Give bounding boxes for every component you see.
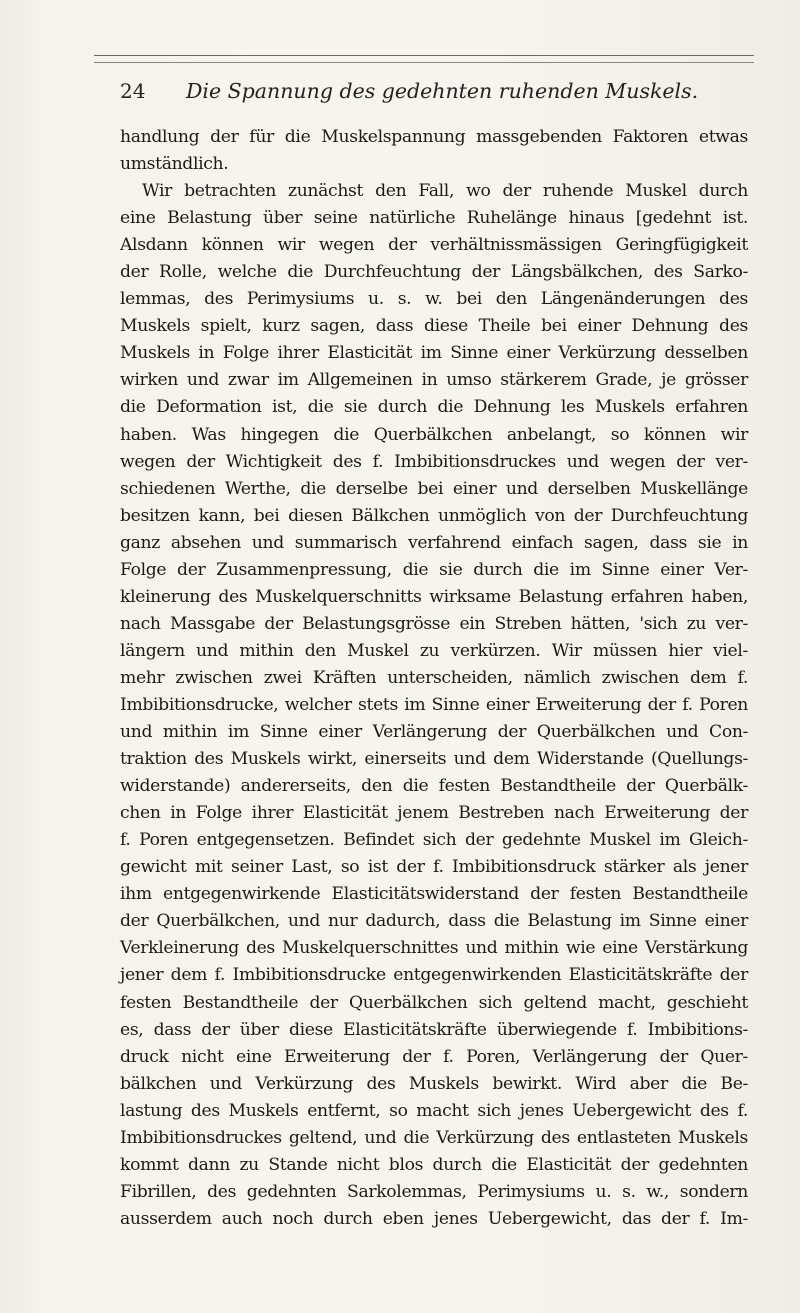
text-line: wegen der Wichtigkeit des f. Imbibitionsdruckes und wegen der ver- bbox=[120, 451, 748, 472]
text-line: haben. Was hingegen die Querbälkchen anbelangt, so können wir bbox=[120, 424, 748, 445]
text-line: Fibrillen, des gedehnten Sarkolemmas, Perimysiums u. s. w., sondern bbox=[120, 1181, 748, 1202]
page-header bbox=[120, 78, 750, 108]
text-line: Verkleinerung des Muskelquerschnittes und mithin wie eine Verstärkung bbox=[120, 938, 748, 959]
text-line: der Rolle, welche die Durchfeuchtung der Längsbälkchen, des Sarko- bbox=[120, 262, 748, 283]
text-line: ihm entgegenwirkende Elasticitätswiderstand der festen Bestandtheile bbox=[120, 884, 748, 905]
header-rule-top bbox=[94, 55, 754, 56]
page-number: 24 bbox=[120, 79, 146, 103]
text-line: Alsdann können wir wegen der verhältnissmässigen Geringfügigkeit bbox=[120, 235, 748, 256]
text-line: eine Belastung über seine natürliche Ruhelänge hinaus [gedehnt ist. bbox=[120, 208, 748, 229]
body-text bbox=[120, 124, 748, 1233]
text-line: ganz absehen und summarisch verfahrend einfach sagen, dass sie in bbox=[120, 532, 748, 553]
text-line: Wir betrachten zunächst den Fall, wo der ruhende Muskel durch bbox=[142, 181, 748, 202]
text-line: gewicht mit seiner Last, so ist der f. Imbibitionsdruck stärker als jener bbox=[120, 857, 748, 878]
text-line: Imbibitionsdruckes geltend, und die Verkürzung des entlasteten Muskels bbox=[120, 1127, 748, 1148]
text-line: und mithin im Sinne einer Verlängerung der Querbälkchen und Con- bbox=[120, 722, 748, 743]
text-line: lastung des Muskels entfernt, so macht sich jenes Uebergewicht des f. bbox=[120, 1100, 748, 1121]
text-line: chen in Folge ihrer Elasticität jenem Bestreben nach Erweiterung der bbox=[120, 803, 748, 824]
text-line: lemmas, des Perimysiums u. s. w. bei den Längenänderungen des bbox=[120, 289, 748, 310]
text-line: wirken und zwar im Allgemeinen in umso stärkerem Grade, je grösser bbox=[120, 370, 748, 391]
text-line: bälkchen und Verkürzung des Muskels bewirkt. Wird aber die Be- bbox=[120, 1073, 748, 1094]
text-line: Imbibitionsdrucke, welcher stets im Sinne einer Erweiterung der f. Poren bbox=[120, 694, 748, 715]
text-line: festen Bestandtheile der Querbälkchen sich geltend macht, geschieht bbox=[120, 992, 748, 1013]
text-line: druck nicht eine Erweiterung der f. Poren, Verlängerung der Quer- bbox=[120, 1046, 748, 1067]
text-line: jener dem f. Imbibitionsdrucke entgegenwirkenden Elasticitätskräfte der bbox=[120, 965, 748, 986]
text-line: umständlich. bbox=[120, 154, 229, 175]
text-line: besitzen kann, bei diesen Bälkchen unmöglich von der Durchfeuchtung bbox=[120, 505, 748, 526]
text-line: Muskels spielt, kurz sagen, dass diese Theile bei einer Dehnung des bbox=[120, 316, 748, 337]
header-rule-bottom bbox=[94, 62, 754, 63]
text-line: kommt dann zu Stande nicht blos durch die Elasticität der gedehnten bbox=[120, 1154, 748, 1175]
text-line: ausserdem auch noch durch eben jenes Uebergewicht, das der f. Im- bbox=[120, 1208, 748, 1229]
text-line: mehr zwischen zwei Kräften unterscheiden, nämlich zwischen dem f. bbox=[120, 667, 748, 688]
text-line: f. Poren entgegensetzen. Befindet sich der gedehnte Muskel im Gleich- bbox=[120, 830, 748, 851]
text-line: schiedenen Werthe, die derselbe bei einer und derselben Muskellänge bbox=[120, 478, 748, 499]
text-line: Folge der Zusammenpressung, die sie durch die im Sinne einer Ver- bbox=[120, 559, 748, 580]
text-line: die Deformation ist, die sie durch die Dehnung les Muskels erfahren bbox=[120, 397, 748, 418]
text-line: traktion des Muskels wirkt, einerseits und dem Widerstande (Quellungs- bbox=[120, 749, 748, 770]
text-line: kleinerung des Muskelquerschnitts wirksame Belastung erfahren haben, bbox=[120, 586, 748, 607]
text-line: es, dass der über diese Elasticitätskräfte überwiegende f. Imbibitions- bbox=[120, 1019, 748, 1040]
text-line: handlung der für die Muskelspannung massgebenden Faktoren etwas bbox=[120, 127, 748, 147]
running-title: Die Spannung des gedehnten ruhenden Muskels. bbox=[186, 79, 699, 103]
text-line: widerstande) andererseits, den die festen Bestandtheile der Querbälk- bbox=[120, 776, 748, 797]
text-line: nach Massgabe der Belastungsgrösse ein Streben hätten, 'sich zu ver- bbox=[120, 613, 748, 634]
text-line: längern und mithin den Muskel zu verkürzen. Wir müssen hier viel- bbox=[120, 640, 748, 661]
text-line: der Querbälkchen, und nur dadurch, dass die Belastung im Sinne einer bbox=[120, 911, 748, 932]
text-line: Muskels in Folge ihrer Elasticität im Sinne einer Verkürzung desselben bbox=[120, 343, 748, 364]
